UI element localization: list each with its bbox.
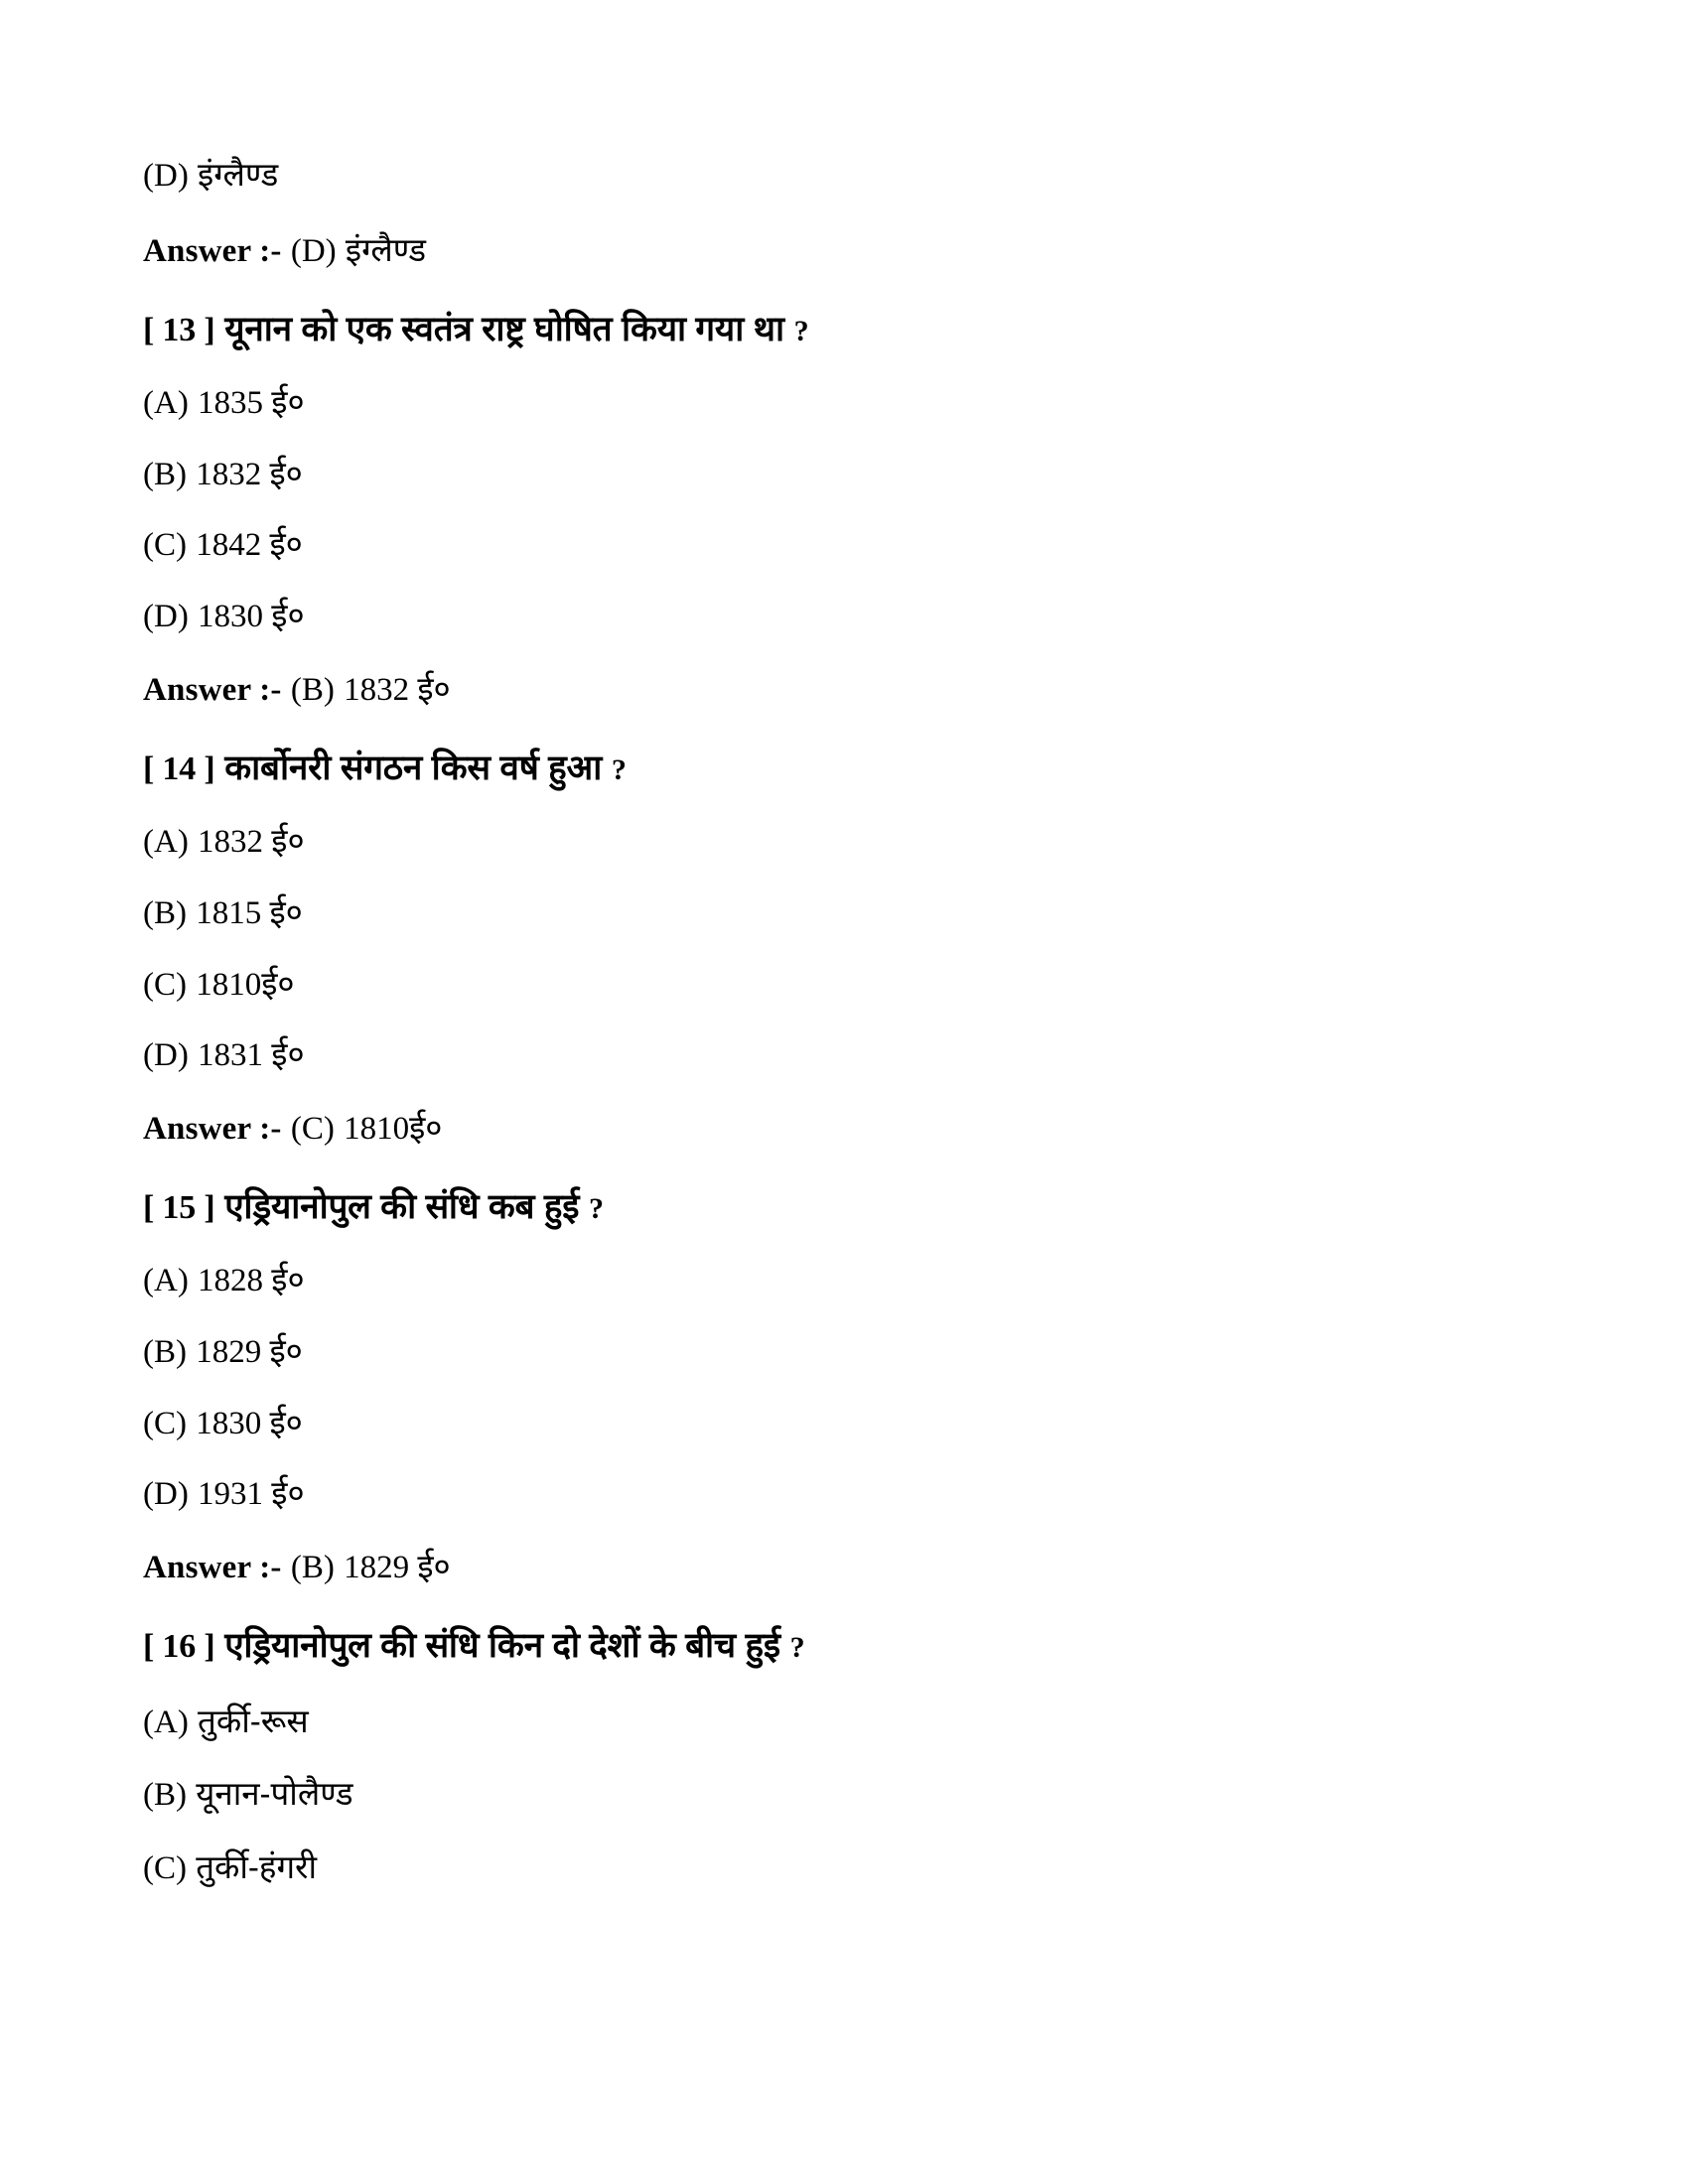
option-key: (D) — [143, 1476, 189, 1513]
option-value: तुर्की-रूस — [198, 1702, 309, 1739]
question-mark: ? — [793, 315, 809, 348]
answer-key: (B) — [290, 1549, 335, 1585]
answer-value: 1829 ई० — [344, 1549, 451, 1585]
option-value: 1830 ई० — [196, 1405, 303, 1441]
option-key: (D) — [143, 158, 189, 194]
option-key: (B) — [143, 894, 187, 931]
option-key: (B) — [143, 1777, 187, 1814]
answer-row — [143, 1092, 1539, 1167]
option-key: (C) — [143, 966, 187, 1003]
question-mark: ? — [611, 753, 627, 787]
option-value: 1829 ई० — [196, 1334, 303, 1371]
option-value: 1832 ई० — [198, 824, 305, 861]
option-row — [143, 510, 1539, 582]
answer-value: 1810ई० — [344, 1110, 443, 1147]
option-row — [143, 1686, 1539, 1759]
question-heading — [143, 1605, 1539, 1685]
option-row — [143, 807, 1539, 879]
option-key: (D) — [143, 1037, 189, 1074]
option-value: तुर्की-हंगरी — [196, 1847, 318, 1885]
answer-label: Answer :- — [143, 232, 282, 269]
option-row — [143, 879, 1539, 950]
option-row — [143, 1758, 1539, 1832]
answer-key: (C) — [290, 1110, 335, 1147]
option-key: (C) — [143, 527, 187, 564]
question-mark: ? — [789, 1631, 805, 1665]
answer-key: (D) — [290, 232, 337, 269]
option-value: 1810ई० — [196, 966, 295, 1003]
answer-row — [143, 653, 1539, 729]
option-row — [143, 1246, 1539, 1317]
question-text: कार्बोनरी संगठन किस वर्ष हुआ — [224, 749, 603, 788]
option-key: (B) — [143, 456, 187, 492]
option-value: 1815 ई० — [196, 894, 303, 931]
question-mark: ? — [588, 1192, 604, 1226]
option-row — [143, 950, 1539, 1022]
option-value: 1931 ई० — [198, 1476, 305, 1513]
document-content — [143, 139, 1539, 1904]
answer-row — [143, 1531, 1539, 1606]
option-value: इंग्लैण्ड — [198, 156, 279, 193]
option-value: 1831 ई० — [198, 1037, 305, 1074]
question-number: [ 13 ] — [143, 312, 215, 349]
question-number: [ 15 ] — [143, 1189, 215, 1227]
answer-value: इंग्लैण्ड — [345, 230, 427, 268]
option-key: (A) — [143, 824, 189, 861]
answer-label: Answer :- — [143, 671, 282, 708]
option-row — [143, 139, 1539, 212]
question-heading — [143, 289, 1539, 368]
option-value: 1842 ई० — [196, 527, 303, 564]
question-number: [ 16 ] — [143, 1628, 215, 1666]
option-row — [143, 368, 1539, 440]
answer-label: Answer :- — [143, 1549, 282, 1585]
option-key: (C) — [143, 1849, 187, 1886]
option-key: (A) — [143, 1263, 189, 1299]
option-key: (B) — [143, 1334, 187, 1371]
option-value: 1835 ई० — [198, 385, 305, 422]
option-row — [143, 1389, 1539, 1460]
answer-row — [143, 212, 1539, 290]
question-number: [ 14 ] — [143, 751, 215, 788]
option-row — [143, 1459, 1539, 1531]
option-key: (C) — [143, 1405, 187, 1441]
option-key: (A) — [143, 385, 189, 422]
question-heading — [143, 728, 1539, 807]
option-key: (D) — [143, 599, 189, 635]
option-value: 1830 ई० — [198, 599, 305, 635]
option-row — [143, 1021, 1539, 1092]
option-row — [143, 1317, 1539, 1389]
question-text: एड्रियानोपुल की संधि किन दो देशों के बीच हुई — [224, 1626, 780, 1666]
option-key: (A) — [143, 1704, 189, 1740]
option-row — [143, 582, 1539, 653]
answer-value: 1832 ई० — [344, 671, 451, 708]
option-value: 1828 ई० — [198, 1263, 305, 1299]
answer-label: Answer :- — [143, 1110, 282, 1147]
option-row — [143, 440, 1539, 511]
option-value: यूनान-पोलैण्ड — [196, 1775, 353, 1813]
question-text: यूनान को एक स्वतंत्र राष्ट्र घोषित किया गया था — [224, 310, 784, 349]
answer-key: (B) — [290, 671, 335, 708]
question-text: एड्रियानोपुल की संधि कब हुई — [224, 1187, 580, 1227]
option-row — [143, 1832, 1539, 1905]
question-heading — [143, 1166, 1539, 1246]
option-value: 1832 ई० — [196, 456, 303, 492]
